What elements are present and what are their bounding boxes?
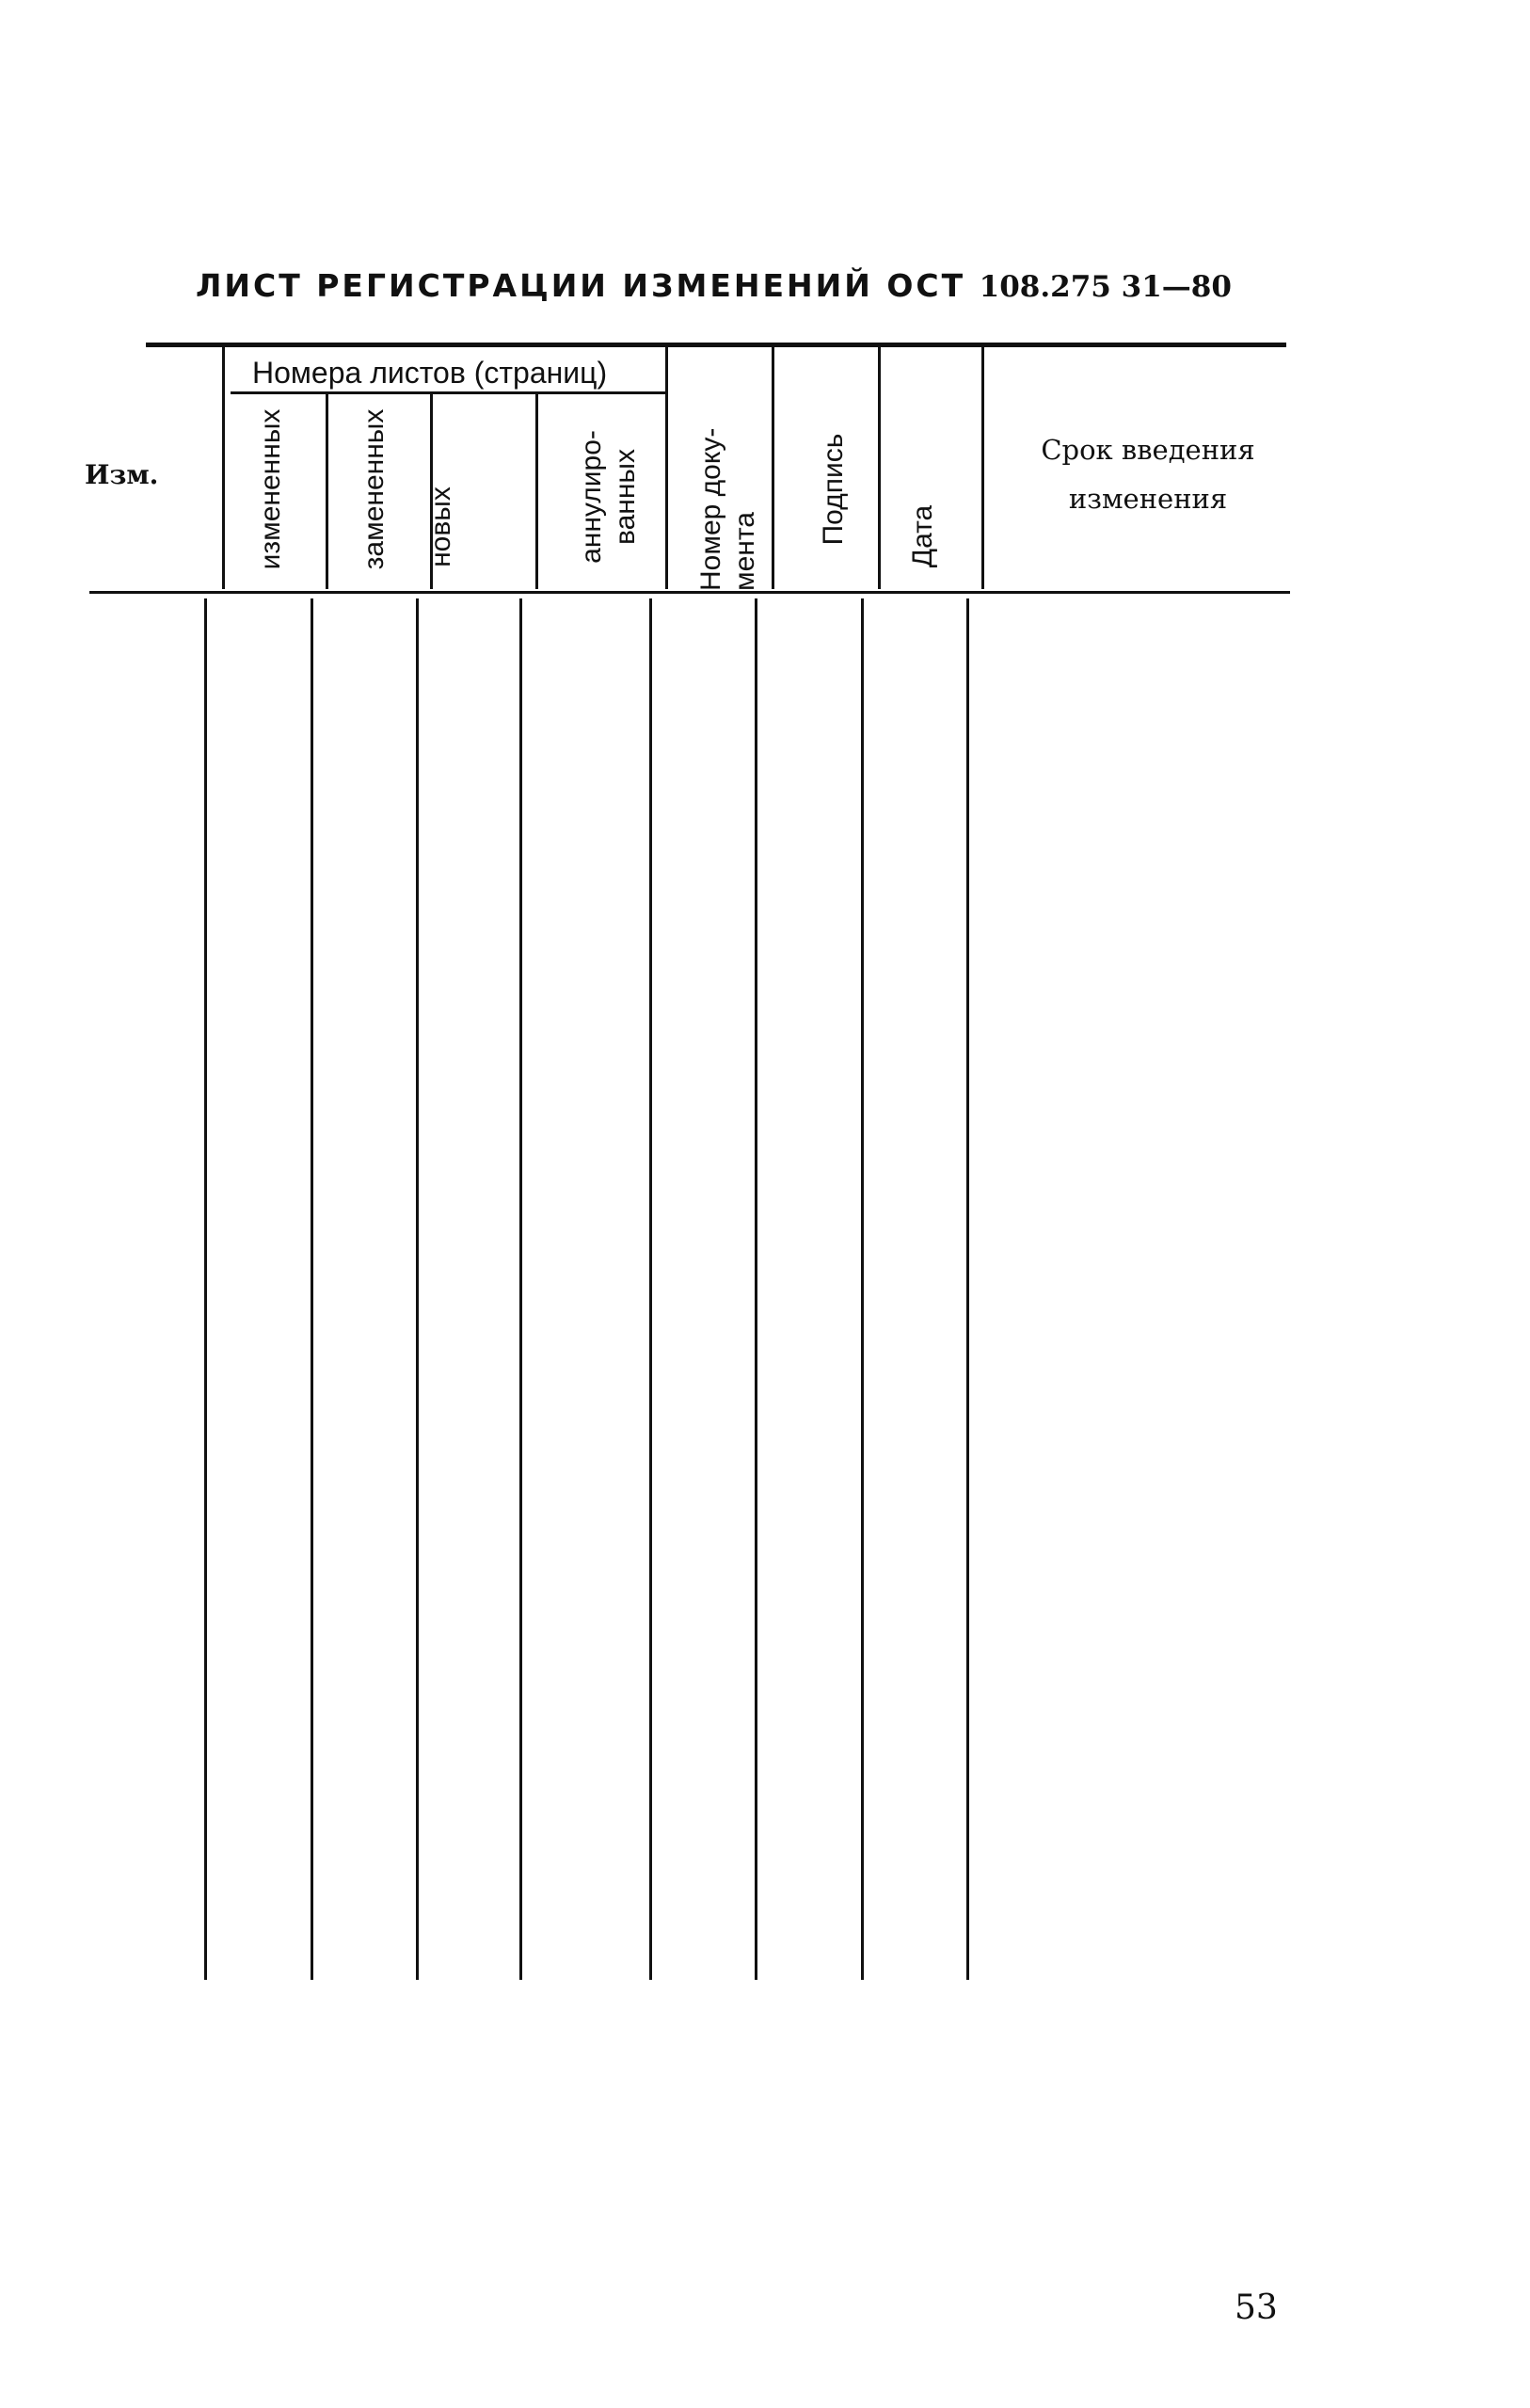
- page-title: [196, 267, 1232, 304]
- body-column-line-2: [311, 598, 313, 1980]
- page-number: 53: [1235, 2288, 1278, 2327]
- column-header-effective-date-line2: изменения: [1068, 483, 1228, 515]
- column-header-doc-number: [694, 384, 766, 591]
- header-bottom-rule: [89, 591, 1290, 594]
- group-header-underline: [231, 391, 665, 394]
- column-header-effective-date: [1007, 425, 1289, 523]
- column-header-annulled-line2: ванных: [610, 449, 641, 545]
- column-divider-7: [878, 346, 881, 589]
- column-header-izm: Изм.: [85, 459, 159, 490]
- column-divider-2: [326, 394, 328, 589]
- column-header-replaced: [359, 395, 397, 583]
- column-divider-1: [222, 346, 225, 589]
- column-header-changed-label: измененных: [255, 408, 286, 570]
- column-header-doc-number-line2: мента: [729, 512, 760, 591]
- body-column-line-8: [966, 598, 969, 1980]
- column-divider-4: [535, 394, 538, 589]
- column-header-replaced-label: замененных: [359, 408, 390, 570]
- column-header-signature-label: Подпись: [818, 433, 849, 546]
- column-header-annulled: [575, 407, 646, 586]
- body-column-line-3: [416, 598, 419, 1980]
- column-header-effective-date-line1: Срок введения: [1041, 434, 1255, 466]
- column-group-header-page-numbers: Номера листов (страниц): [252, 356, 608, 390]
- table-top-rule: [146, 343, 1286, 347]
- column-divider-5: [665, 346, 668, 589]
- body-column-line-6: [755, 598, 757, 1980]
- column-header-signature: [819, 414, 856, 565]
- body-column-line-7: [861, 598, 864, 1980]
- column-header-date-label: Дата: [907, 504, 938, 568]
- column-header-doc-number-line1: Номер доку-: [695, 427, 726, 591]
- body-column-line-1: [204, 598, 207, 1980]
- column-divider-8: [981, 346, 984, 589]
- standard-number: 108.275 31—80: [979, 270, 1232, 304]
- column-header-annulled-line1: аннулиро-: [576, 430, 607, 564]
- title-text: ЛИСТ РЕГИСТРАЦИИ ИЗМЕНЕНИЙ ОСТ: [196, 267, 966, 304]
- body-column-line-4: [519, 598, 522, 1980]
- column-header-new: [426, 470, 464, 583]
- column-header-new-label: новых: [425, 486, 456, 567]
- column-header-date: [908, 489, 946, 583]
- column-divider-6: [772, 346, 774, 589]
- column-header-changed: [256, 395, 294, 583]
- body-column-line-5: [649, 598, 652, 1980]
